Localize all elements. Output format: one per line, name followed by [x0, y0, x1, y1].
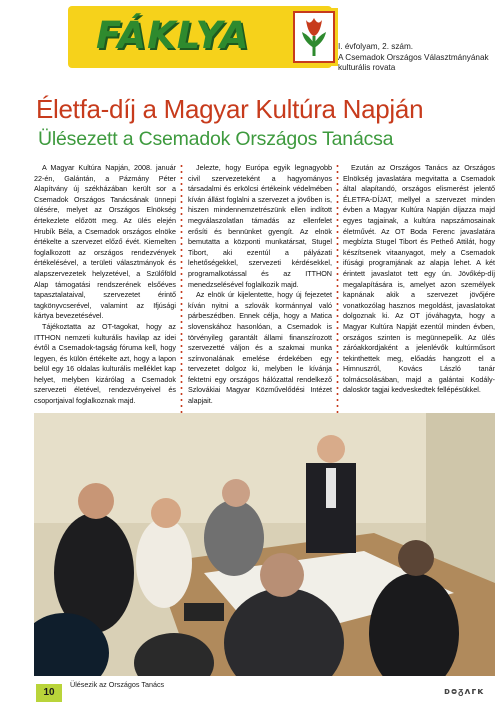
article-column-1: [34, 163, 176, 407]
article-column-3: [343, 163, 495, 396]
photo-caption: Ülésezik az Országos Tanács: [70, 680, 165, 689]
paragraph: Tájékoztatta az OT-tagokat, hogy az ITTHON nemzeti kulturális havilap az idei évtől a Csemadok-tagság fóruma kell, hogy legyen, és külön értékelte azt, hogy a lapon belül egy 16 oldalas kulturális melléklet kap helyet, melyben kizárólag a Csemadok szervezeti életével, rendezvényeivel és csoportjaival foglalkoznak majd.: [34, 321, 176, 406]
issue-description: A Csemadok Országos Választmányának kulturális rovata: [338, 52, 489, 72]
masthead-logo: FÁKLYA: [96, 14, 250, 57]
column-separator: [180, 163, 183, 448]
issue-info: [338, 42, 498, 74]
issue-line: I. évfolyam, 2. szám.: [338, 42, 414, 51]
footer-logo: ᴅᴑᵹᴧᴦᴋ: [444, 687, 485, 697]
article-subtitle: Ülésezett a Csemadok Országos Tanácsa: [38, 128, 394, 150]
paragraph: Jelezte, hogy Európa egyik legnagyobb civil szervezeteként a hagyományos társadalmi és erkölcsi értékeink védelmében kíván állást foglalni a szervezet a jövőben is, hiszen mindennemzetrészünk ellen indított megválaszolatlan támadás az ellenfelet erősíti és bennünket gyengít. Az elnök bemutatta a központi munkatársat, Stugel Tibort, aki ezentúl a pályázati lehetőségekkel, szervezeti kérdésekkel, programalkotással és az ITTHON menedzselésével foglalkozik majd.: [188, 163, 332, 289]
article-column-2: [188, 163, 332, 407]
article-title: Életfa-díj a Magyar Kultúra Napján: [36, 94, 424, 124]
column-separator: [336, 163, 339, 448]
paragraph: Az elnök úr kijelentette, hogy új fejezetet kíván nyitni a szlovák kormánnyal való párbeszédben. Ennek célja, hogy a Matica slovenskához hasonlóan, a Csemadok is törvényileg garantált állami finanszírozott szervezetté váljon és a szakmai munka színvonalának emelése érdekében egy tervezetet dolgoz ki, melyben le kívánja fektetni egy országos hálózattal rendelkező Szlovákiai Magyar Közművelődési Intézet alapjait.: [188, 290, 332, 406]
tulip-emblem-icon: [290, 8, 338, 66]
meeting-photo: [34, 413, 495, 676]
paragraph: A Magyar Kultúra Napján, 2008. január 22-én, Galántán, a Pázmány Péter Alapítvány új székházában került sor a Csemadok Országos Tanácsának ünnepi ülésére, melyet az Országos Elnökség értekezlete előzött meg. Az ülés elején Hrubík Béla, a Csemadok országos elnöke értékelte a szervezet előző évét. Kiemelten foglalkozott az országos rendezvények értékelésével, a területi választmányok és alapszervezetek helyzetével, a Szülőföld Alap támogatási rendszerének elsőéves tapasztalataival, szervezetet érintő tagkönyvcserével, valamint az Ifjúsági kártya bevezetésével.: [34, 163, 176, 321]
page-number: 10: [36, 684, 62, 702]
paragraph: Ezután az Országos Tanács az Országos Elnökség javaslatára megvitatta a Csemadok által alapítandó, országos elismerést jelentő ÉLETFA-DÍJAT, mellyel a szervezet minden évben a Magyar Kultúra Napján díjazza majd egyes tagjainak, a kultúra napszámosainak életművét. Az OT Boda Ferenc javaslatára megbízta Stugel Tibort és Petheő Attilát, hogy készítsenek vitaanyagot, mely a Csemadok ifúsági programjának az alapja lehet. A két érintett javaslatot tett egy ún. Jövőkép-díj megalapítására is, amelyet azon személyek kapnának akik a szervezet jövőjére vonatkozólag hasznos megoldást, javaslatokat dolgoznak ki. Az OT jóváhagyta, hogy a Magyar Kultúra Napját ezentúl minden évben, országos szinten is megünnepelik. Az ülés záróakkordjaként a jelenlévők kultúrműsort tekinthettek meg, előadás hangzott el a Himnuszról, Kovács László tanár tolmácsolásában, majd a galántai Kodály-daloskör tagjai kedveskedtek fellépésükkel.: [343, 163, 495, 395]
